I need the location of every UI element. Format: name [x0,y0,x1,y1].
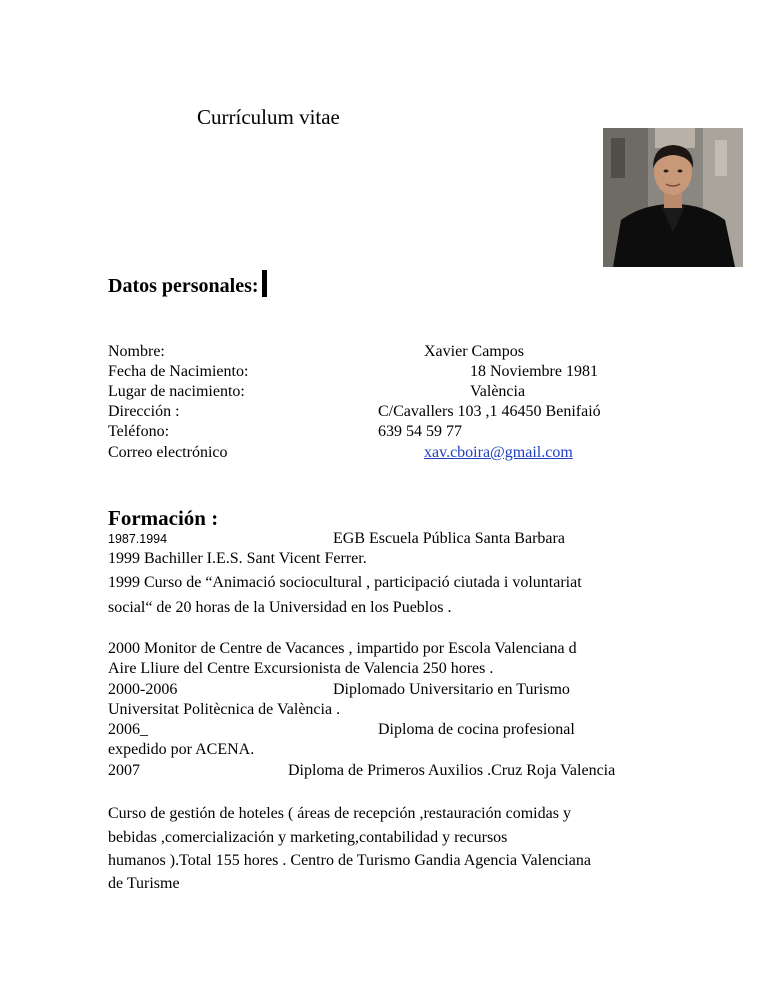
section-heading-personal: Datos personales: [108,270,267,298]
formacion-year-1: 1987.1994 [108,532,168,546]
formacion-line-4: social“ de 20 horas de la Universidad en los Pueblos . [108,599,452,616]
formacion-text-11: Diploma de Primeros Auxilios .Cruz Roja Valencia [288,762,616,779]
label-fecha-nacimiento: Fecha de Nacimiento: [108,363,249,380]
label-lugar-nacimiento: Lugar de nacimiento: [108,383,245,400]
section-heading-formacion: Formación : [108,506,219,530]
formacion-year-7: 2000-2006 [108,681,178,698]
formacion-line-5: 2000 Monitor de Centre de Vacances , impartido por Escola Valenciana d [108,640,577,657]
email-link[interactable]: xav.cboira@gmail.com [424,444,573,461]
profile-photo [603,128,743,267]
formacion-year-11: 2007 [108,762,140,779]
formacion-text-1: EGB Escuela Pública Santa Barbara [333,530,565,547]
formacion-line-8: Universitat Politècnica de València . [108,701,341,718]
formacion-line-15: de Turisme [108,875,180,892]
formacion-line-10: expedido por ACENA. [108,741,255,758]
formacion-year-9: 2006_ [108,721,148,738]
value-lugar-nacimiento: València [470,383,526,400]
formacion-text-9: Diploma de cocina profesional [378,721,575,738]
label-nombre: Nombre: [108,343,165,360]
formacion-text-7: Diplomado Universitario en Turismo [333,681,570,698]
value-nombre: Xavier Campos [424,343,524,360]
formacion-line-13: bebidas ,comercialización y marketing,contabilidad y recursos [108,829,508,846]
formacion-line-2: 1999 Bachiller I.E.S. Sant Vicent Ferrer. [108,550,367,567]
value-telefono: 639 54 59 77 [378,423,462,440]
label-direccion: Dirección : [108,403,180,420]
label-telefono: Teléfono: [108,423,170,440]
formacion-line-14: humanos ).Total 155 hores . Centro de Turismo Gandia Agencia Valenciana [108,852,591,869]
value-direccion: C/Cavallers 103 ,1 46450 Benifaió [378,403,601,420]
value-fecha-nacimiento: 18 Noviembre 1981 [470,363,598,380]
text-cursor [262,270,267,297]
label-correo: Correo electrónico [108,444,228,461]
portrait-image [603,128,743,267]
formacion-line-6: Aire Lliure del Centre Excursionista de Valencia 250 hores . [108,660,494,677]
formacion-line-3: 1999 Curso de “Animació sociocultural , participació ciutada i voluntariat [108,574,582,591]
formacion-line-12: Curso de gestión de hoteles ( áreas de recepción ,restauración comidas y [108,805,571,822]
document-title: Currículum vitae [197,105,340,129]
